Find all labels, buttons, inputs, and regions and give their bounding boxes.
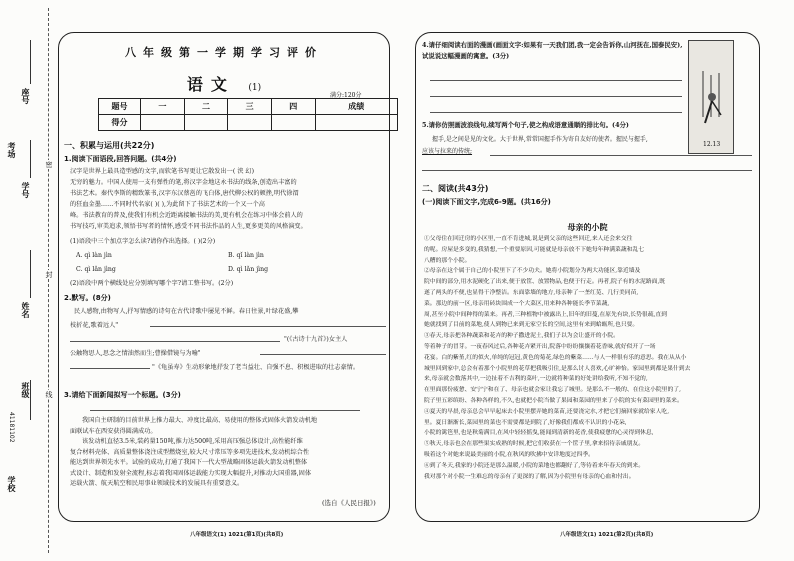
passage-line: 无穷的魅力。中国人使用一支有弹性的笔,将汉字金地这永书法的线条,创造出丰富的 [70,179,297,186]
name-label: 姓名 [21,302,30,318]
passage-line: 里。夏日渐渐长,菜园里的菜也不需要都是到院了,好像我们都成不认识的小花朵, [424,419,627,426]
section-1-title: 一、积累与运用(共22分) [64,141,155,150]
passage-line: 八糟的那个小院。 [424,257,471,264]
score-table-cell: 二 [184,99,228,115]
question-5: 5.请你仿照画波浪线句,续写两个句子,使之构成语意通顺的排比句。(4分) [422,121,629,129]
q5-answer-line-2[interactable] [422,170,752,171]
right-footer: 八年级语文(1) 1021(第2页)(共8页) [560,532,654,538]
exam-header: 八年级第一学期学习评价 [125,46,323,59]
passage-line: 书法艺术。秦代李斯的精致篆书,汉字东汉蔡邕的飞白体,唐代柳公权的顿挫,明代徐渭 [70,190,299,197]
section-2-title: 二、阅读(共43分) [422,184,489,193]
passage-line: 吸着这个对她来说最美丽的小院,在秋风的吹拂中安详地度过四季。 [424,451,594,458]
score-input-cell[interactable] [271,115,315,131]
passage-line: 运载火箭、航天航空和民用事业领域技术的发展具有重要意义。 [70,480,244,487]
passage-line: 的呢。房屋是多变的,我猜想,一个重要原因,可能就是母亲放不下她每年种满菜蔬和乱七 [424,246,645,253]
passage-line: ①父母住在回迁房的小区里,一直不肯进城,说是到父亲的这些回迁,来人还会来交往 [424,236,633,242]
score-input-cell[interactable] [228,115,272,131]
passage-line: 菜。那边的前一区,母亲用砖块围成一个大菜区,用来种各种能长季节菜蔬, [424,300,610,307]
news-source: (选自《人民日报》) [322,499,376,507]
q2-line: 民人感物,由物写人,抒写情感的诗句在古代诗歌中屡见不鲜。春日往景,叶绿花盛,攀 [74,308,299,315]
passage-line: 该发动机直径3.5米,装药量150吨,推力达500吨,采用高压强总体设计,高性能纤维 [82,438,303,445]
seal-line [48,8,49,553]
passage-line: 她就找到了目前的菜地,使人到物已来到无家空长的空间,这里有来到蛤蛎所,也只要。 [424,322,639,329]
binding-margin [0,0,58,561]
passage-line: 小院的篱笆里,也是秋菊满目,在风中轻轻摇曳,能闻到清新的花香,使我疲惫的心灵得到休息, [424,430,654,437]
q1-sub2: (2)语段中两个横线处应分别填写哪个字?请工整书写。(2分) [70,280,234,287]
left-footer: 八年级语文(1) 1021(第1页)(共8页) [190,532,284,538]
name-blank[interactable] [30,250,31,298]
q2-line: 枝折花,歌着远人" [70,322,119,329]
passage-line: 面联试车在西安获得圆满成功。 [70,427,157,435]
cartoon-figure-icon [697,67,727,127]
passage-line: ②母亲在这个属于自己的小院里下了不少功夫。她将小院划分为两大功能区,靠近墙及 [424,268,641,275]
seal-char-2: 封 [45,271,53,278]
school-label: 学校 [7,476,16,492]
option-d[interactable]: D. qì lǎn jìng [228,266,269,273]
q2-blank-2[interactable] [70,341,280,342]
q4-answer-line-2[interactable] [430,96,682,97]
q2-blank-1[interactable] [150,326,386,327]
score-table-cell: 成绩 [315,99,397,115]
cartoon-date: 12.13 [703,141,721,148]
passage-line: ③春天,母亲把各种蔬菜和花卉的种子撒进泥土,我们子以为会让盛开的小院。 [424,333,619,340]
passage-line: 城里回到家中,总会有着那个小院里的花草把我吸引住,是那么讨人喜欢,心旷神怡。家园里到都是果什到去 [424,365,691,372]
class-label: 班级 [21,382,30,398]
q2-blank-4[interactable] [70,368,150,369]
seal-char-3: 线 [45,391,53,398]
passage-line: 我国自主研制的目前世界上推力最大、冲度比最高、易使用的整体式固体火箭发动机地 [82,417,318,424]
passage-line: ⑤秋天,母亲也会在那些果实成熟的时候,把它们收获在一个筐子里,拿来招待亲戚朋友。 [424,441,645,448]
option-c[interactable]: C. qì lǎn jìng [76,266,116,273]
option-b[interactable]: B. qǐ làn jìn [228,252,264,259]
passage-line: 我对那个对小院一生难忘的母亲有了更深的了解,因为小院里有母亲的心血和付出。 [424,473,635,480]
student-no-label: 学号 [21,182,30,198]
passage-line: 峰。书法教育的普及,使我们有机会近距离接触书法的美,更有机会在练习中体会前人的 [70,212,303,219]
news-passage [70,416,386,490]
score-input-cell[interactable] [141,115,185,131]
passage-line: 院子里五彩缤纷、各种各样的,不久,也就把小院当做了果园和菜园的里来了小院的实有菜园里的菜来。 [424,397,683,404]
seat-blank[interactable] [30,40,31,84]
q1-sub1: (1)语段中三个加点字怎么读?请你作出选择。( )(2分) [70,238,216,245]
passage-line: 在里面那份疲惫、安宁宁和在了、母亲也就会家让我忘了城里。是那么不一般的、在住这小院里的了, [424,387,681,394]
q5-text-2: 应该与拉来的传统; [422,148,473,155]
q4-answer-line-3[interactable] [430,112,682,113]
story-title: 母亲的小院 [567,222,608,232]
passage-line: ④夏天的早晨,母亲总会早早起床去小院里摆弄她的菜苗,还要浇完水,才把它们摘回家就给家人吃, [424,408,670,415]
q4-answer-line-1[interactable] [430,80,682,81]
class-blank[interactable] [30,380,31,420]
subject-number: (1) [248,83,262,93]
q2-line: "《龟虽寿》生动形象地抒发了老当益壮、自强不息、积极进取的壮志豪情。 [152,364,360,371]
question-1: 1.阅读下面语段,回答问题。(共4分) [64,155,177,163]
passage-line: 花宴。白的紫堇,红的似火,单纯的冠冠,黄色的菊花,绿色的紫菜……与人一样很有乐的意思。我在从从小 [424,354,687,361]
passage-line: 汉字是世界上最具造型感的文字,而软笔书写更让它散发出一( 浃 幻) [70,168,254,175]
question-3: 3.请给下面新闻拟写一个标题。(3分) [64,391,181,399]
passage-line: 周,甚至小院中间种得的菜来。再者,三种植物中被露出上,旧年的旧蔓,在原先有块,长势很疏,直到 [424,311,667,318]
q2-blank-3[interactable] [260,354,386,355]
score-table [98,98,398,131]
score-input-cell[interactable] [184,115,228,131]
passage-line: 来,母亲就会数落其中,一边扯着不吉利的菜叶,一边就将种菜的好处讲给我听,不知不觉的, [424,376,648,383]
q5-answer-line-1[interactable] [490,155,752,156]
score-table-score-row [99,115,398,131]
score-table-cell: 得分 [99,115,141,131]
headline-answer-line[interactable] [90,410,360,411]
exam-room-label: 考场 [7,142,16,158]
q1-passage [70,166,386,232]
story-passage [424,234,754,482]
q2-line: 公触物思人,思念之情油然而生;曹操借镜与为喻" [70,350,201,357]
passage-line: 式设计、制造和发射全流程,标志着我国固体运载能力实现大幅提升,对推动大国重器,固体 [70,469,312,477]
score-table-cell: 题号 [99,99,141,115]
passage-line: 书写技巧,审美追求,领悟书写者的情怀,感受不同书法作品的人生,更多更美的风格演变。 [70,223,307,230]
passage-line: 等着种子的冒芽。一夜春风过后,各种花卉紧开出,院落中纷纷攘攘着花香味,就好似开了一场 [424,343,656,350]
exam-code: 41181102 [8,412,15,443]
q5-text: 握手,是之间是见的文化。大于世界,常常国握手作为寄自友好的使者。握民与握手, [432,136,648,143]
passage-line: 院中间的部分,用水泥硬化了出来,便于放筐、放置物品,也便于行走。再者,院子有的水泥路面,既 [424,279,666,286]
subject-name: 语文 [186,75,235,94]
passage-line: 能达到世界领先水平。试验的成功,打通了我国下一代大型战略固体运载火箭发动机整体 [70,459,308,466]
part-1-title: (一)阅读下面文字,完成6-9题。(共16分) [422,198,551,206]
option-a[interactable]: A. qì làn jìn [76,252,112,259]
student-no-blank[interactable] [30,140,31,178]
score-input-cell[interactable] [315,115,397,131]
score-table-cell: 三 [228,99,272,115]
total-score: 满分:120分 [330,92,362,99]
passage-line: 遂了两头的不便,也显得干净整洁。东面靠墙的地方,母亲种了一垄红苋、几行美同苗, [424,289,639,296]
score-table-header-row [99,99,398,115]
question-2: 2.默写。(8分) [64,294,111,302]
passage-line: 的狂血金墨……不同时代名家( )( ),为此留下了书法艺术的一个又一个高 [70,201,265,208]
score-table-cell: 四 [271,99,315,115]
seat-label: 座号 [21,88,30,104]
score-table-cell: 一 [141,99,185,115]
question-4: 4.请仔细阅读右面的漫画(画面文字:如果有一天我们团,我一定会告诉你,山河抚在,国泰民安),试说说这幅漫画的寓意。(3分) [422,41,683,60]
passage-line: 复合材料壳体、高质量整体浇注成型燃烧室,较大尺寸常压等多项先进技术,发动机综合性 [70,448,310,456]
passage-line: ⑥到了冬天,我家的小院还是那么温暖,小院的菜地也都翻好了,等待着来年春天的到来。 [424,462,645,469]
seal-char-1: 密 [45,161,53,168]
q2-line: "(《古诗十九首》)女主人 [284,336,348,343]
